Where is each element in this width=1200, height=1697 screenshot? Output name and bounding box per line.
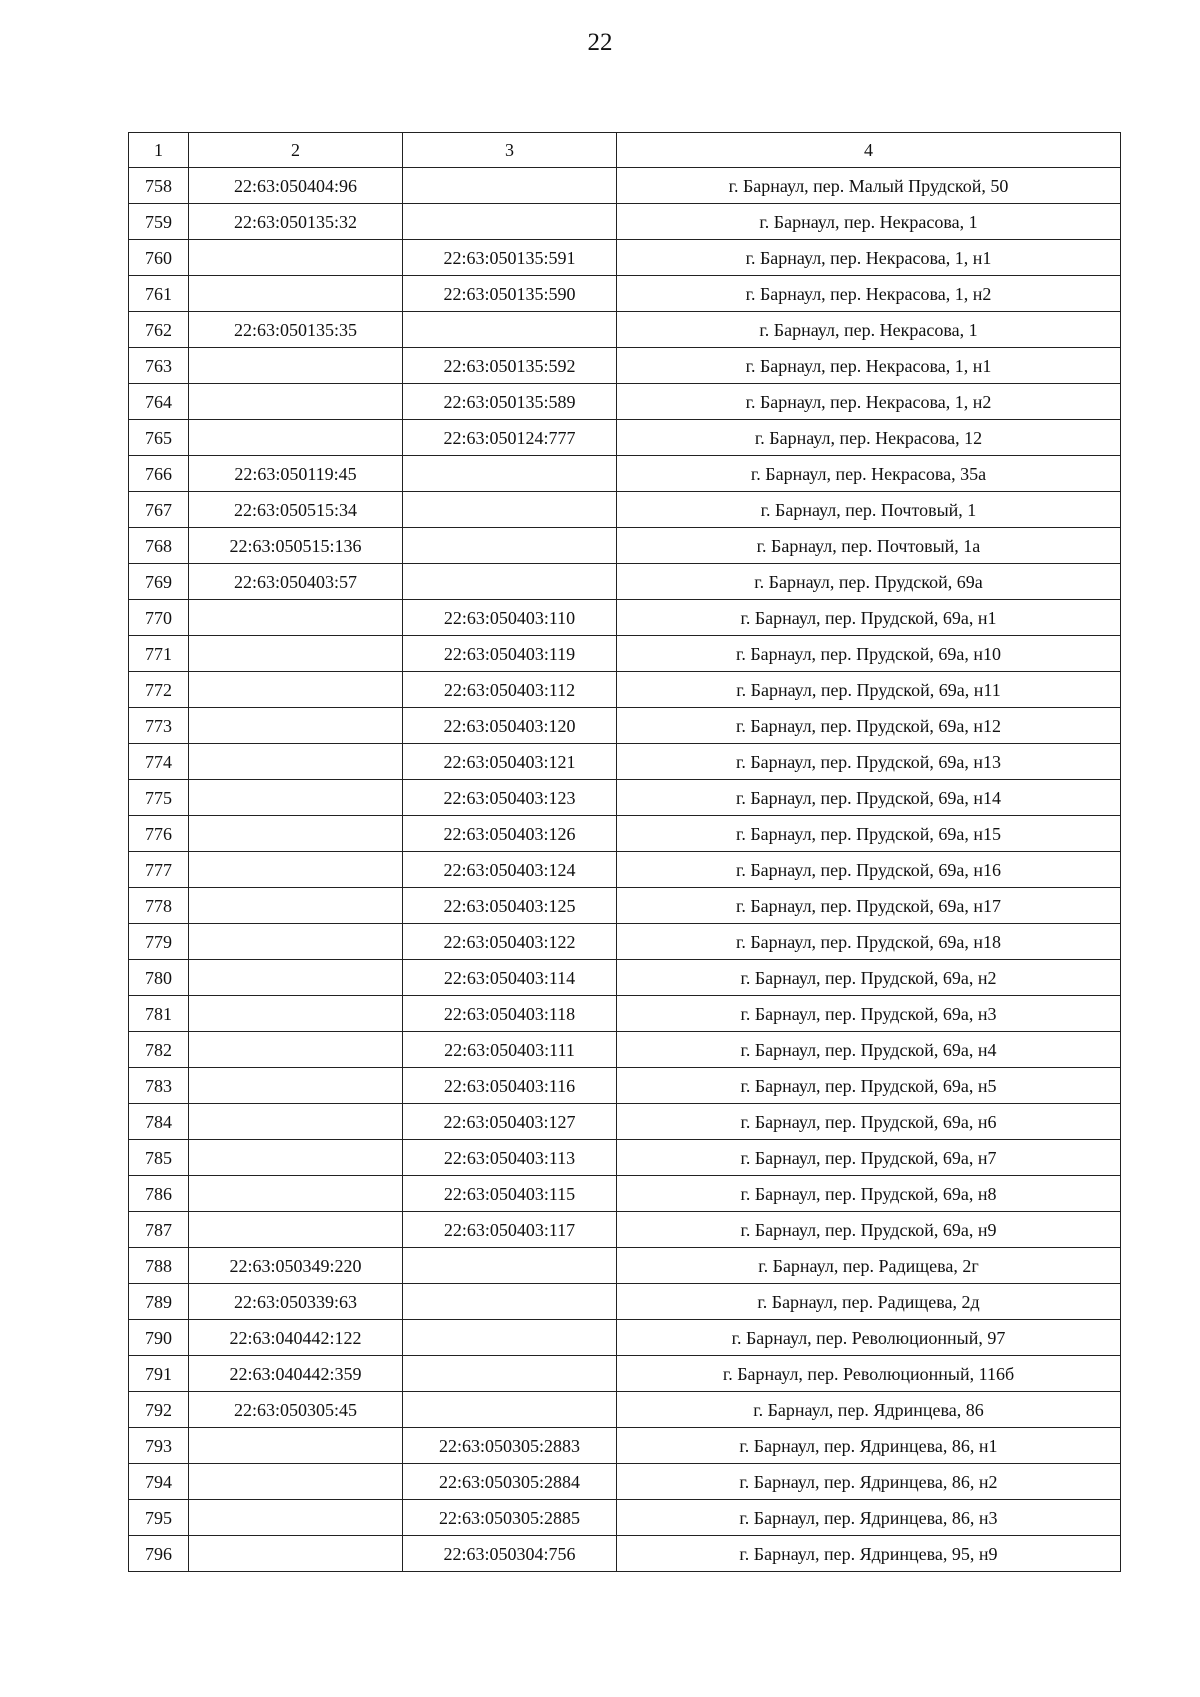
table-row [129,780,1121,816]
cell-object-number: 22:63:050403:124 [403,852,617,888]
table-row [129,996,1121,1032]
cell-parcel-number [189,888,403,924]
cell-address: г. Барнаул, пер. Прудской, 69а, н16 [617,852,1121,888]
cell-address: г. Барнаул, пер. Радищева, 2д [617,1284,1121,1320]
cell-address: г. Барнаул, пер. Прудской, 69а, н14 [617,780,1121,816]
table-row [129,420,1121,456]
cell-parcel-number: 22:63:050339:63 [189,1284,403,1320]
cell-parcel-number [189,348,403,384]
cell-address: г. Барнаул, пер. Революционный, 97 [617,1320,1121,1356]
cell-address: г. Барнаул, пер. Прудской, 69а, н11 [617,672,1121,708]
table-row [129,1032,1121,1068]
header-col-address: 4 [617,133,1121,168]
cell-object-number: 22:63:050403:123 [403,780,617,816]
cell-row-number: 768 [129,528,189,564]
table-row [129,1104,1121,1140]
cell-address: г. Барнаул, пер. Некрасова, 1, н2 [617,276,1121,312]
cell-address: г. Барнаул, пер. Некрасова, 1, н1 [617,240,1121,276]
cell-object-number: 22:63:050403:114 [403,960,617,996]
cell-parcel-number [189,420,403,456]
cell-object-number: 22:63:050403:113 [403,1140,617,1176]
cell-parcel-number: 22:63:050515:34 [189,492,403,528]
cell-address: г. Барнаул, пер. Ядринцева, 86, н3 [617,1500,1121,1536]
cell-object-number: 22:63:050403:117 [403,1212,617,1248]
cell-address: г. Барнаул, пер. Ядринцева, 86 [617,1392,1121,1428]
cell-object-number [403,492,617,528]
cell-row-number: 772 [129,672,189,708]
cell-address: г. Барнаул, пер. Прудской, 69а, н13 [617,744,1121,780]
table-row [129,672,1121,708]
cell-address: г. Барнаул, пер. Прудской, 69а, н3 [617,996,1121,1032]
cell-parcel-number [189,1032,403,1068]
cell-address: г. Барнаул, пер. Прудской, 69а, н15 [617,816,1121,852]
cell-address: г. Барнаул, пер. Ядринцева, 86, н1 [617,1428,1121,1464]
cell-row-number: 778 [129,888,189,924]
cell-row-number: 771 [129,636,189,672]
cell-row-number: 790 [129,1320,189,1356]
table-row [129,1248,1121,1284]
cell-row-number: 773 [129,708,189,744]
cell-object-number [403,1320,617,1356]
cell-address: г. Барнаул, пер. Ядринцева, 86, н2 [617,1464,1121,1500]
cell-parcel-number [189,240,403,276]
table-row [129,384,1121,420]
cell-address: г. Барнаул, пер. Прудской, 69а, н9 [617,1212,1121,1248]
cell-row-number: 788 [129,1248,189,1284]
cell-parcel-number [189,1500,403,1536]
table-row [129,924,1121,960]
cell-address: г. Барнаул, пер. Почтовый, 1 [617,492,1121,528]
table-row [129,492,1121,528]
cell-parcel-number [189,708,403,744]
table-row [129,1212,1121,1248]
cell-object-number [403,456,617,492]
cell-row-number: 762 [129,312,189,348]
cell-object-number: 22:63:050403:111 [403,1032,617,1068]
cell-address: г. Барнаул, пер. Прудской, 69а, н5 [617,1068,1121,1104]
cell-parcel-number: 22:63:050119:45 [189,456,403,492]
table-row [129,1176,1121,1212]
cell-parcel-number: 22:63:040442:359 [189,1356,403,1392]
cell-row-number: 758 [129,168,189,204]
cell-object-number: 22:63:050403:112 [403,672,617,708]
cell-object-number: 22:63:050403:118 [403,996,617,1032]
header-col-object: 3 [403,133,617,168]
cell-parcel-number [189,672,403,708]
cell-row-number: 781 [129,996,189,1032]
cell-parcel-number [189,996,403,1032]
table-row [129,204,1121,240]
cell-address: г. Барнаул, пер. Малый Прудской, 50 [617,168,1121,204]
cell-parcel-number: 22:63:040442:122 [189,1320,403,1356]
cell-row-number: 782 [129,1032,189,1068]
cell-row-number: 789 [129,1284,189,1320]
cell-address: г. Барнаул, пер. Прудской, 69а, н2 [617,960,1121,996]
cell-row-number: 769 [129,564,189,600]
property-table [128,132,1121,1572]
cell-row-number: 793 [129,1428,189,1464]
cell-row-number: 770 [129,600,189,636]
table-row [129,816,1121,852]
cell-parcel-number [189,960,403,996]
cell-object-number: 22:63:050403:120 [403,708,617,744]
table-row [129,168,1121,204]
cell-object-number: 22:63:050305:2885 [403,1500,617,1536]
cell-object-number: 22:63:050403:119 [403,636,617,672]
cell-parcel-number: 22:63:050305:45 [189,1392,403,1428]
cell-row-number: 786 [129,1176,189,1212]
cell-parcel-number [189,1212,403,1248]
cell-parcel-number [189,1428,403,1464]
cell-address: г. Барнаул, пер. Прудской, 69а, н7 [617,1140,1121,1176]
header-col-number: 1 [129,133,189,168]
cell-parcel-number: 22:63:050515:136 [189,528,403,564]
cell-row-number: 763 [129,348,189,384]
cell-object-number: 22:63:050403:125 [403,888,617,924]
cell-object-number: 22:63:050135:591 [403,240,617,276]
cell-parcel-number [189,816,403,852]
table-body [129,168,1121,1572]
table-row [129,1284,1121,1320]
cell-address: г. Барнаул, пер. Радищева, 2г [617,1248,1121,1284]
table-row [129,1536,1121,1572]
cell-row-number: 760 [129,240,189,276]
table-row [129,348,1121,384]
table-row [129,528,1121,564]
cell-address: г. Барнаул, пер. Прудской, 69а [617,564,1121,600]
cell-object-number: 22:63:050403:116 [403,1068,617,1104]
cell-address: г. Барнаул, пер. Некрасова, 12 [617,420,1121,456]
cell-row-number: 765 [129,420,189,456]
table-row [129,636,1121,672]
cell-row-number: 795 [129,1500,189,1536]
cell-parcel-number: 22:63:050135:35 [189,312,403,348]
cell-parcel-number [189,1536,403,1572]
cell-object-number [403,312,617,348]
table-row [129,888,1121,924]
cell-row-number: 794 [129,1464,189,1500]
cell-object-number: 22:63:050403:126 [403,816,617,852]
table-row [129,708,1121,744]
cell-address: г. Барнаул, пер. Прудской, 69а, н10 [617,636,1121,672]
cell-row-number: 785 [129,1140,189,1176]
table-row [129,960,1121,996]
table-row [129,852,1121,888]
table-row [129,1140,1121,1176]
cell-address: г. Барнаул, пер. Революционный, 116б [617,1356,1121,1392]
cell-parcel-number [189,744,403,780]
cell-row-number: 792 [129,1392,189,1428]
cell-object-number: 22:63:050403:110 [403,600,617,636]
cell-object-number: 22:63:050135:592 [403,348,617,384]
table-row [129,1068,1121,1104]
cell-object-number [403,204,617,240]
cell-parcel-number [189,1176,403,1212]
cell-object-number: 22:63:050403:121 [403,744,617,780]
cell-parcel-number [189,780,403,816]
cell-row-number: 787 [129,1212,189,1248]
cell-object-number [403,1284,617,1320]
cell-object-number: 22:63:050403:115 [403,1176,617,1212]
table-row [129,240,1121,276]
cell-address: г. Барнаул, пер. Ядринцева, 95, н9 [617,1536,1121,1572]
cell-parcel-number: 22:63:050403:57 [189,564,403,600]
cell-row-number: 764 [129,384,189,420]
table-row [129,1464,1121,1500]
cell-parcel-number [189,276,403,312]
cell-parcel-number [189,1068,403,1104]
cell-address: г. Барнаул, пер. Некрасова, 35а [617,456,1121,492]
cell-row-number: 791 [129,1356,189,1392]
table-row [129,276,1121,312]
cell-object-number: 22:63:050124:777 [403,420,617,456]
cell-row-number: 779 [129,924,189,960]
cell-object-number: 22:63:050305:2883 [403,1428,617,1464]
cell-address: г. Барнаул, пер. Прудской, 69а, н6 [617,1104,1121,1140]
cell-parcel-number [189,924,403,960]
cell-row-number: 774 [129,744,189,780]
cell-address: г. Барнаул, пер. Прудской, 69а, н18 [617,924,1121,960]
cell-row-number: 777 [129,852,189,888]
cell-parcel-number [189,1140,403,1176]
cell-row-number: 767 [129,492,189,528]
cell-object-number [403,1248,617,1284]
table-row [129,1428,1121,1464]
table-row [129,1392,1121,1428]
cell-row-number: 780 [129,960,189,996]
table-row [129,456,1121,492]
cell-row-number: 766 [129,456,189,492]
cell-parcel-number: 22:63:050349:220 [189,1248,403,1284]
cell-row-number: 759 [129,204,189,240]
cell-row-number: 776 [129,816,189,852]
cell-object-number: 22:63:050403:127 [403,1104,617,1140]
cell-row-number: 775 [129,780,189,816]
cell-address: г. Барнаул, пер. Почтовый, 1а [617,528,1121,564]
cell-object-number: 22:63:050403:122 [403,924,617,960]
cell-object-number: 22:63:050305:2884 [403,1464,617,1500]
cell-row-number: 761 [129,276,189,312]
cell-object-number [403,564,617,600]
cell-object-number: 22:63:050135:589 [403,384,617,420]
table-row [129,744,1121,780]
table-row [129,1356,1121,1392]
cell-address: г. Барнаул, пер. Некрасова, 1, н2 [617,384,1121,420]
cell-parcel-number [189,384,403,420]
table-row [129,600,1121,636]
cell-address: г. Барнаул, пер. Некрасова, 1 [617,312,1121,348]
cell-address: г. Барнаул, пер. Прудской, 69а, н17 [617,888,1121,924]
cell-address: г. Барнаул, пер. Прудской, 69а, н12 [617,708,1121,744]
cell-object-number [403,528,617,564]
cell-address: г. Барнаул, пер. Некрасова, 1, н1 [617,348,1121,384]
cell-object-number [403,1392,617,1428]
cell-parcel-number [189,852,403,888]
table-row [129,1320,1121,1356]
header-col-parcel: 2 [189,133,403,168]
table-header-row [129,133,1121,168]
cell-parcel-number [189,636,403,672]
cell-object-number: 22:63:050135:590 [403,276,617,312]
table-row [129,1500,1121,1536]
cell-object-number: 22:63:050304:756 [403,1536,617,1572]
cell-address: г. Барнаул, пер. Прудской, 69а, н1 [617,600,1121,636]
cell-row-number: 784 [129,1104,189,1140]
table-row [129,312,1121,348]
cell-address: г. Барнаул, пер. Некрасова, 1 [617,204,1121,240]
cell-object-number [403,168,617,204]
cell-parcel-number [189,1104,403,1140]
cell-parcel-number: 22:63:050404:96 [189,168,403,204]
cell-address: г. Барнаул, пер. Прудской, 69а, н4 [617,1032,1121,1068]
cell-address: г. Барнаул, пер. Прудской, 69а, н8 [617,1176,1121,1212]
page-number: 22 [587,29,613,56]
cell-row-number: 783 [129,1068,189,1104]
cell-object-number [403,1356,617,1392]
cell-row-number: 796 [129,1536,189,1572]
cell-parcel-number: 22:63:050135:32 [189,204,403,240]
cell-parcel-number [189,1464,403,1500]
table-row [129,564,1121,600]
cell-parcel-number [189,600,403,636]
